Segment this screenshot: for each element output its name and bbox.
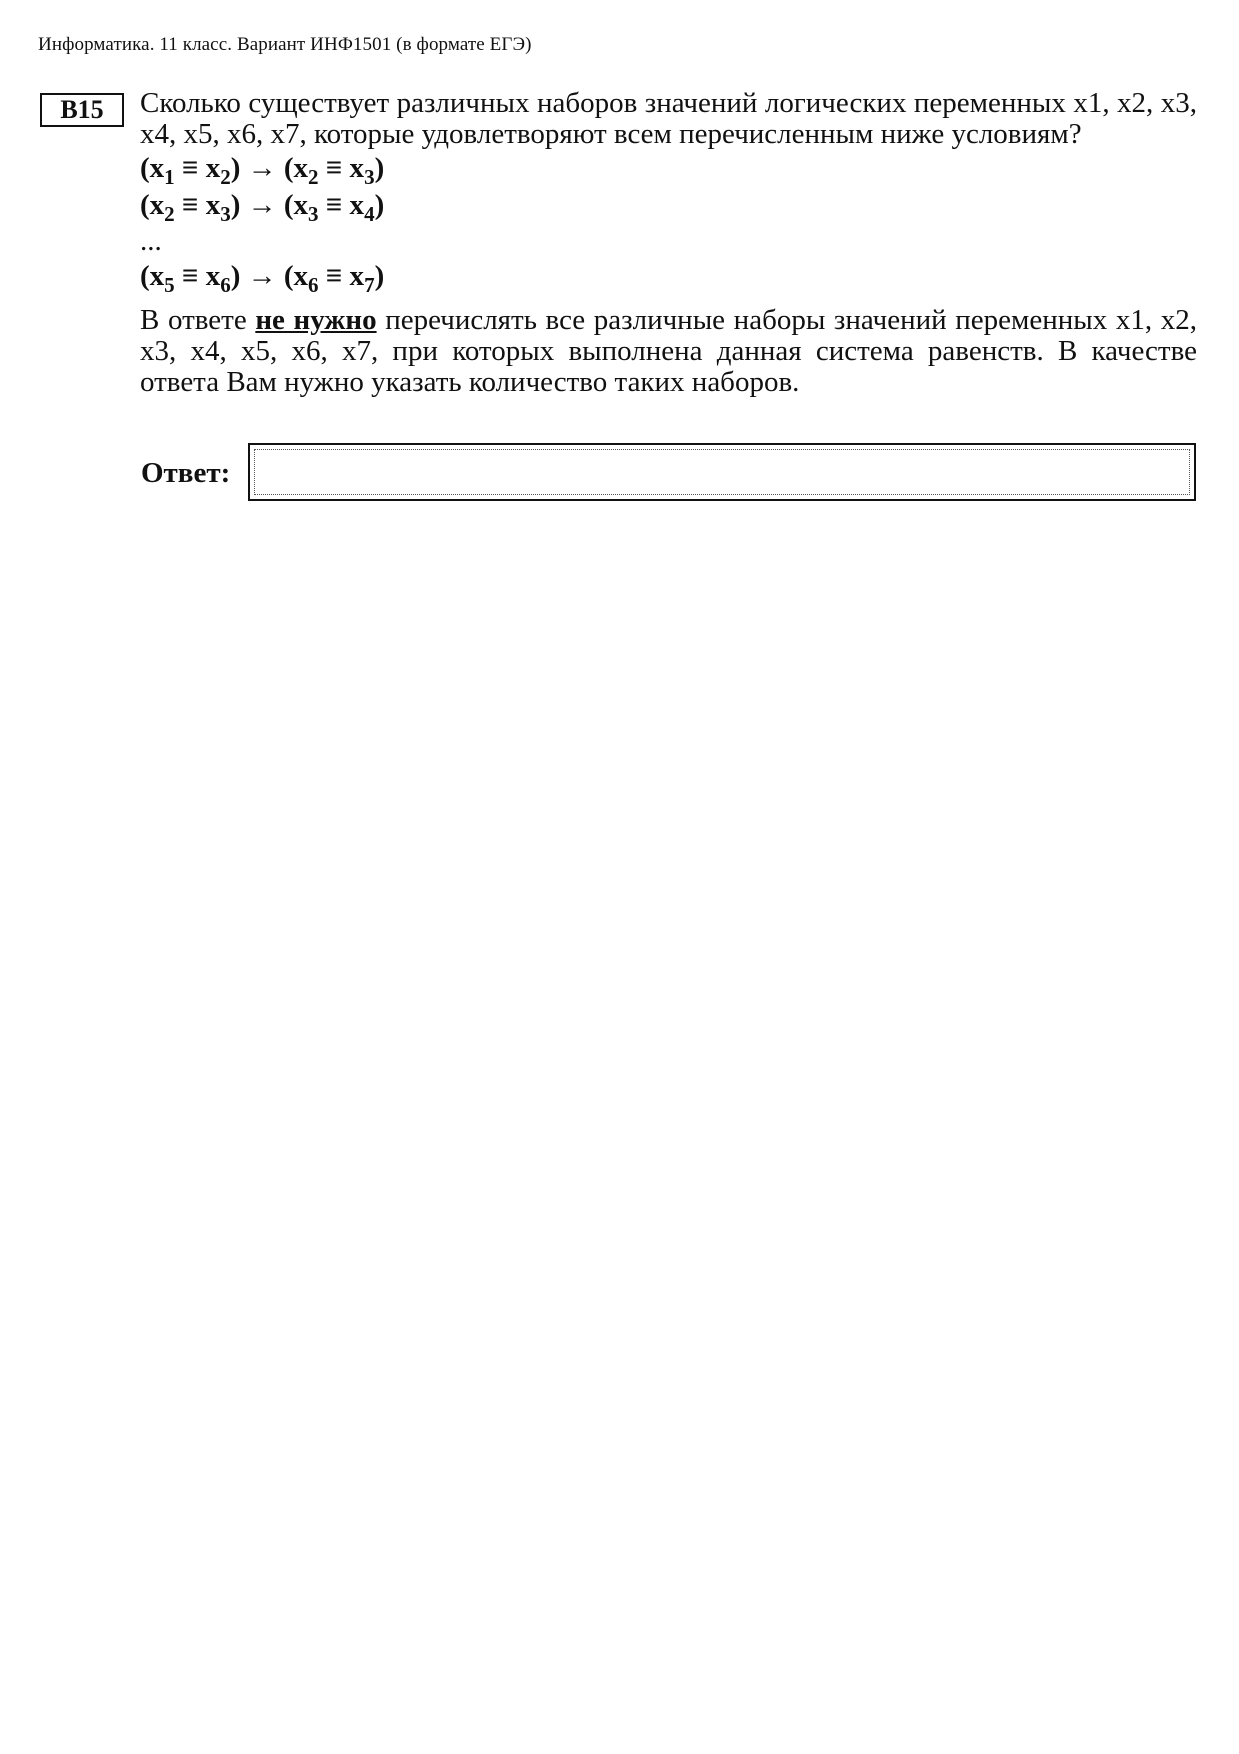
task-question: Сколько существует различных наборов значений логических переменных x1, x2, x3, x4, x5, x6, x7, которые удовлетворяют всем перечисленным ниже условиям? [140,87,1197,150]
formula-line-3: $(x_5 \equiv x_6) \to (x_6 \equiv x_7)$ [140,260,385,297]
task-note: В ответе не нужно перечислять все различные наборы значений переменных x1, x2, x3, x4, x5, x6, x7, при которых выполнена данная система равенств. В качестве ответа Вам нужно указать количество таких наборов. [140,304,1197,398]
task-body [140,88,1197,398]
note-emphasis: не нужно [255,304,377,336]
answer-field[interactable] [248,443,1196,501]
answer-row [141,443,1196,501]
page-header: Информатика. 11 класс. Вариант ИНФ1501 (в формате ЕГЭ) [38,34,532,55]
answer-label: Ответ: [141,457,231,489]
formula-ellipsis: ... [140,225,162,257]
answer-field-inner[interactable] [254,449,1190,495]
formula-line-2: $(x_2 \equiv x_3) \to (x_3 \equiv x_4)$ [140,189,385,226]
task-number-badge: B15 [40,93,124,127]
formula-line-1: $(x_1 \equiv x_2) \to (x_2 \equiv x_3)$ [140,152,385,189]
